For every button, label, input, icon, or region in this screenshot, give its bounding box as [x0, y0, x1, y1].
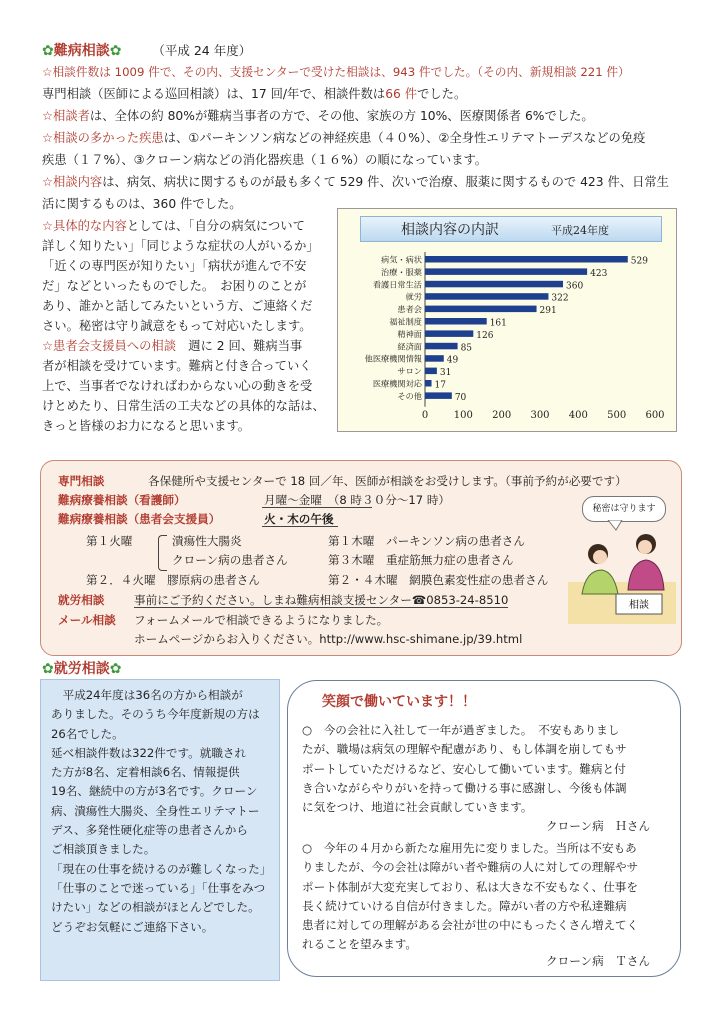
testimonials-box: [287, 680, 681, 977]
paragraph-specialist: 専門相談（医師による巡回相談）は、17 回/年で、相談件数は66 件でした。: [42, 87, 467, 101]
consult-row-supporter: 難病療養相談（患者会支援員） 火・木の午後: [58, 512, 334, 526]
testimonial-h: ○ 今の会社に入社して一年が過ぎました。 不安もありまし たが、職場は病気の理解や配慮があり、もし体調を崩してもサ ポートしていただけるなど、安心して働いています。難病と付 き合いながらやりがいを持って働ける事に感謝し、今後も体調 に気をつけ、地道に社会貢献していきます。: [302, 723, 627, 815]
work-summary-box: [40, 679, 280, 981]
testimonial-t: ○ 今年の４月から新たな雇用先に変りました。当所は不安もあ りましたが、今の会社は障がい者や難病の人に対しての理解やサ ポート体制が大変充実しており、私は大きな不安もなく、仕事を 長く続けていける自信が付きました。障がい者の方や私達難病 患者に対しての理解がある会社が世の中にもったくさん増えてく れることを望みます。: [302, 841, 639, 952]
chart-data-label: 17: [434, 380, 446, 391]
chart-data-label: 161: [489, 318, 507, 329]
consult-row-employment: 就労相談 事前にご予約ください。しまね難病相談支援センター☎0853-24-8510: [58, 593, 509, 607]
chart-bar: [425, 392, 452, 399]
chart-bar: [425, 256, 628, 263]
chart-bar: [425, 318, 487, 325]
chart-bar: [425, 306, 537, 313]
chart-bar: [425, 368, 437, 375]
chart-category-label: 患者会: [397, 304, 422, 315]
chart-tick-label: 300: [530, 410, 550, 421]
chart-tick-label: 200: [492, 410, 512, 421]
bar-chart: [337, 208, 675, 430]
chart-bar: [425, 343, 458, 350]
chart-data-label: 360: [566, 281, 584, 292]
chart-category-label: その他: [397, 390, 422, 401]
chart-category-label: 病気・病状: [381, 254, 422, 265]
work-summary-text: 平成24年度は36名の方から相談が ありました。そのうち今年度新規の方は 26名でした。 延べ相談件数は322件です。就職され た方が8名、定着相談6名、情報提供 19名、継続中の方が3名です。クローン 病、潰瘍性大腸炎、全身性エリテマトー デス、多発性硬化症等の患者さんから ご相談頂きました。 「現在の仕事を続けるのが難しくなった」 「仕事のことで迷っている」「仕事をみつ けたい」などの相談がほとんどでした。 どうぞお気軽にご連絡下さい。: [51, 688, 272, 934]
chart-tick-label: 600: [645, 410, 665, 421]
chart-bar: [425, 268, 587, 275]
paragraph-count: ☆相談件数は 1009 件で、その内、支援センターで受けた相談は、943 件でした。（その内、新規相談 221 件）: [42, 65, 630, 79]
paragraph-diseases: ☆相談の多かった疾患は、①パーキンソン病などの神経疾患（４０%）、②全身性エリテマトーデスなどの免疫: [42, 131, 646, 145]
paragraph-diseases-cont: 疾患（１７%）、③クローン病などの消化器疾患（１６%）の順になっています。: [42, 153, 488, 167]
bracket: [158, 535, 167, 571]
consult-row-mail: メール相談 フォームメールで相談できるようになりました。: [58, 613, 389, 627]
chart-tick-label: 400: [568, 410, 588, 421]
testimonials-title: 笑顔で働いています！！: [322, 694, 476, 710]
paragraph-specifics: ☆具体的な内容としては、「自分の病気について 詳しく知りたい」「同じような症状の人がいるか」 「近くの専門医が知りたい」「病状が進んで不安 だ」などといったものでした。 お困りのことが あり、誰かと話してみたいという方、ご連絡くだ さい。秘密は守り誠意をもって対応いたします。 ☆患者会支援員への相談 週に 2 回、難病当事 者が相談を受けています。難病と付き合っていく 上で、当事者でなければわからない心の動きを受 けとめたり、日常生活の工夫などの具体的な話は、 きっと皆様のお力になると思います。: [42, 219, 325, 433]
schedule-parkinson: 第１木曜 パーキンソン病の患者さん: [328, 534, 525, 548]
flower-icon: ✿: [109, 661, 122, 677]
chart-data-label: 49: [446, 355, 459, 366]
chart-data-label: 126: [476, 330, 494, 341]
schedule-crohn: クローン病の患者さん: [172, 553, 288, 567]
underline: [262, 526, 338, 527]
underline: [262, 507, 372, 508]
section-title-work: ✿就労相談✿: [42, 661, 122, 677]
year-label: （平成 24 年度）: [152, 43, 252, 58]
counseling-illustration: [568, 520, 676, 624]
schedule-colitis: 潰瘍性大腸炎: [172, 534, 242, 548]
chart-category-label: 他医療機関情報: [364, 353, 422, 364]
paragraph-content: ☆相談内容は、病気、病状に関するものが最も多くて 529 件、次いで治療、服薬に関するもので 423 件、日常生: [42, 175, 669, 189]
speech-bubble: 秘密は守ります: [582, 496, 666, 522]
chart-data-label: 529: [630, 256, 648, 267]
testimonial-t-signature: クローン病 Ｔさん: [546, 954, 651, 968]
chart-category-label: 福祉制度: [389, 316, 422, 327]
consult-homepage-link[interactable]: ホームページからお入りください。http://www.hsc-shimane.jp/39.html: [134, 632, 523, 646]
flower-icon: ✿: [109, 43, 122, 59]
chart-category-label: 就労: [405, 291, 422, 302]
chart-category-label: サロン: [397, 366, 422, 377]
chart-title: 相談内容の内訳: [401, 222, 499, 238]
chart-data-label: 291: [539, 306, 557, 317]
chart-category-label: 経済面: [397, 341, 422, 352]
chart-category-label: 医療機関対応: [372, 378, 422, 389]
section-title-nanbyo: ✿難病相談✿ （平成 24 年度）: [42, 43, 252, 59]
chart-data-label: 31: [439, 368, 452, 379]
schedule-collagen: 第２．４火曜 膠原病の患者さん: [86, 573, 260, 587]
chart-bar: [425, 330, 473, 337]
chart-data-label: 70: [454, 392, 467, 403]
desk-sign: 相談: [629, 600, 649, 611]
testimonial-h-signature: クローン病 Ｈさん: [546, 819, 651, 833]
chart-bar: [425, 281, 563, 288]
chart-subtitle: 平成24年度: [551, 224, 609, 237]
chart-category-label: 精神面: [397, 328, 422, 339]
schedule-day-1st-tue: 第１火曜: [86, 534, 133, 548]
chart-data-label: 423: [590, 268, 608, 279]
schedule-myasthenia: 第３木曜 重症筋無力症の患者さん: [328, 553, 514, 567]
consult-row-specialist: 専門相談 各保健所や支援センターで 18 回／年、医師が相談をお受けします。（事前予約が必要です）: [58, 474, 627, 488]
chart-tick-label: 0: [421, 410, 429, 421]
chart-tick-label: 500: [607, 410, 627, 421]
chart-data-label: 85: [460, 343, 473, 354]
paragraph-consulters: ☆相談者は、全体の約 80%が難病当事者の方で、その他、家族の方 10%、医療関係者 6%でした。: [42, 109, 594, 123]
consult-row-nurse: 難病療養相談（看護師） 月曜～金曜 （8 時３０分～17 時）: [58, 493, 451, 507]
paragraph-content-cont: 活に関するものは、360 件でした。: [42, 197, 242, 211]
chart-data-label: 322: [551, 293, 569, 304]
chart-category-label: 看護日常生活: [372, 279, 422, 290]
chart-bar: [425, 355, 444, 362]
chart-bar: [425, 293, 548, 300]
schedule-retinitis: 第２・４木曜 網膜色素変性症の患者さん: [328, 573, 549, 587]
chart-tick-label: 100: [453, 410, 473, 421]
chart-bar: [425, 380, 432, 387]
flower-icon: ✿: [42, 661, 54, 677]
flower-icon: ✿: [42, 43, 54, 59]
chart-category-label: 治療・服薬: [381, 266, 422, 277]
